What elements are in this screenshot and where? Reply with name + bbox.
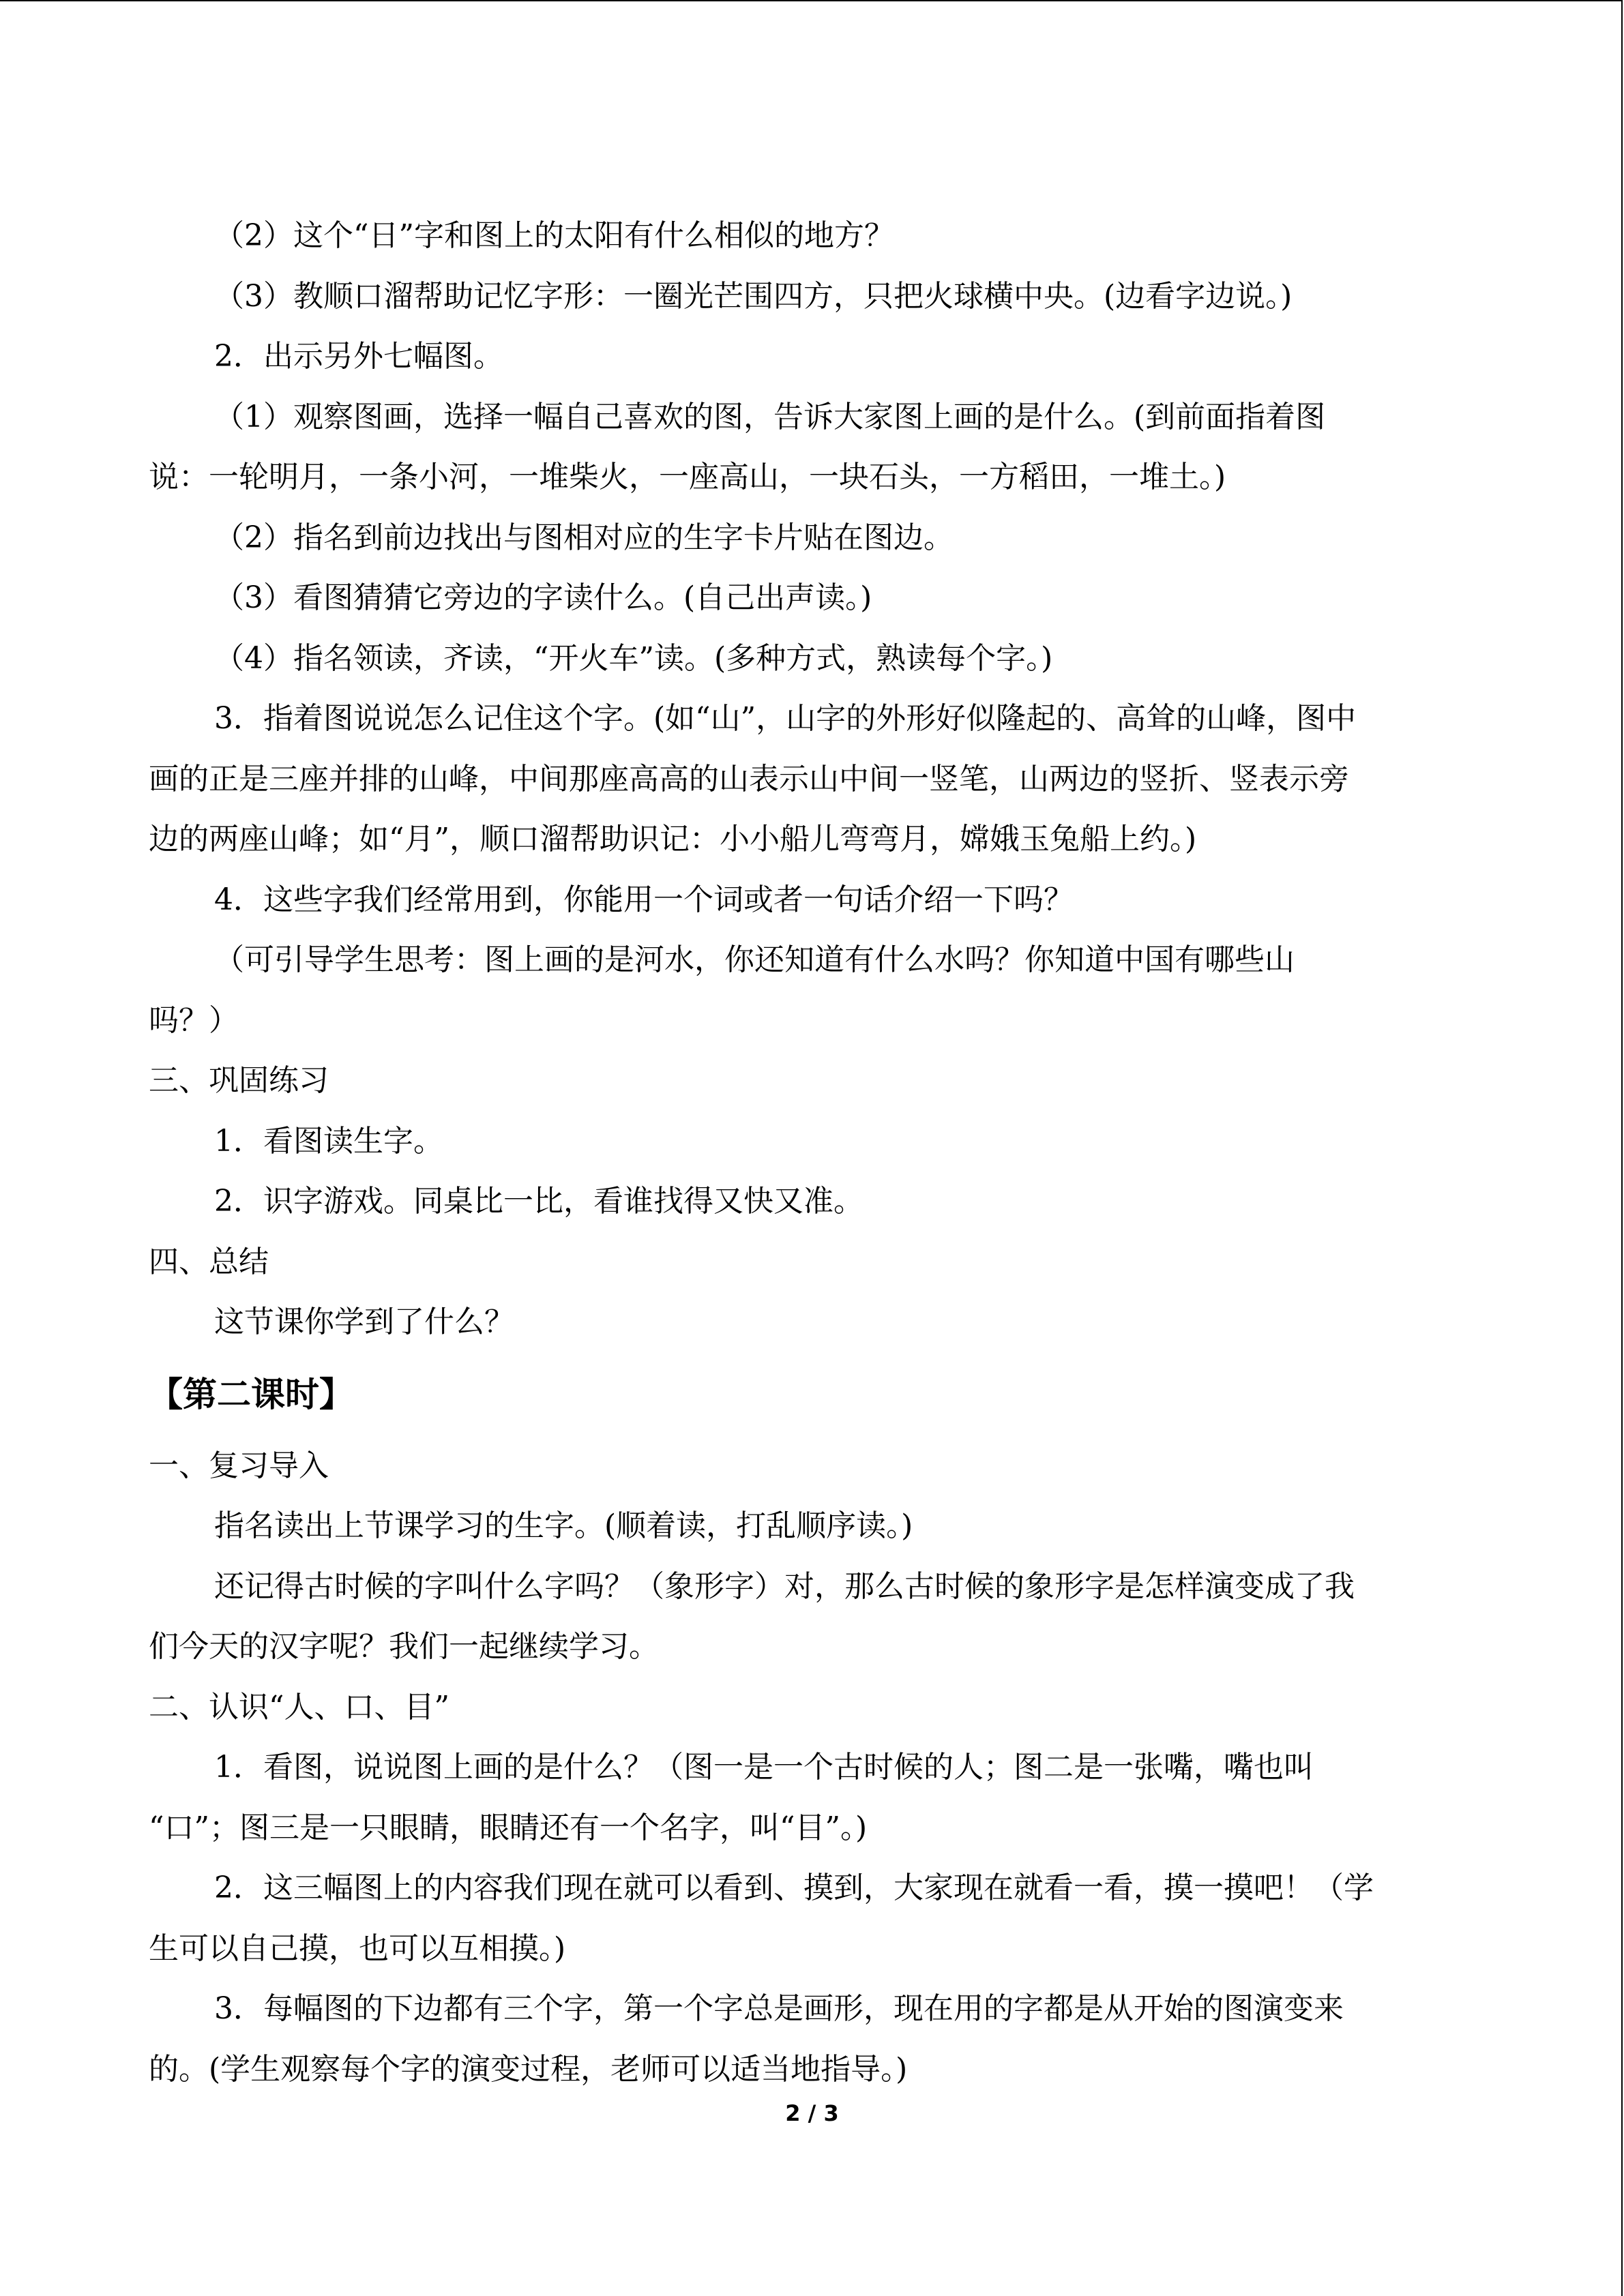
paragraph-line: 2．这三幅图上的内容我们现在就可以看到、摸到，大家现在就看一看，摸一摸吧！（学	[214, 1870, 1374, 1905]
paragraph-line: 2．识字游戏。同桌比一比，看谁找得又快又准。	[214, 1184, 863, 1219]
paragraph-line: 画的正是三座并排的山峰，中间那座高高的山表示山中间一竖笔，山两边的竖折、竖表示旁	[149, 761, 1349, 796]
page-number: 2 / 3	[785, 2100, 839, 2126]
paragraph-line: 3．每幅图的下边都有三个字，第一个字总是画形，现在用的字都是从开始的图演变来	[214, 1991, 1344, 2026]
paragraph-line: “口”；图三是一只眼睛，眼睛还有一个名字，叫“目”。)	[149, 1810, 868, 1845]
paragraph-line: 边的两座山峰；如“月”，顺口溜帮助识记：小小船儿弯弯月，嫦娥玉兔船上约。)	[149, 822, 1197, 856]
section-heading: 二、认识“人、口、目”	[149, 1689, 449, 1725]
paragraph-line: （3）教顺口溜帮助记忆字形：一圈光芒围四方，只把火球横中央。(边看字边说。)	[214, 278, 1293, 314]
paragraph-line: （4）指名领读，齐读，“开火车”读。(多种方式，熟读每个字。)	[214, 640, 1053, 676]
paragraph-line: 的。(学生观察每个字的演变过程，老师可以适当地指导。)	[149, 2051, 908, 2087]
lesson-heading: 【第二课时】	[149, 1374, 353, 1414]
document-body	[149, 206, 1479, 2100]
section-heading: 四、总结	[149, 1244, 269, 1279]
paragraph-line: （2）指名到前边找出与图相对应的生字卡片贴在图边。	[214, 520, 954, 555]
section-heading: 一、复习导入	[149, 1448, 329, 1483]
paragraph-line: 4．这些字我们经常用到，你能用一个词或者一句话介绍一下吗？	[214, 882, 1074, 917]
paragraph-line: 指名读出上节课学习的生字。(顺着读，打乱顺序读。)	[214, 1508, 913, 1543]
paragraph-line: 1．看图，说说图上画的是什么？（图一是一个古时候的人；图二是一张嘴，嘴也叫	[214, 1750, 1314, 1785]
paragraph-line: 3．指着图说说怎么记住这个字。(如“山”，山字的外形好似隆起的、高耸的山峰，图中	[214, 701, 1357, 736]
paragraph-line: 生可以自己摸，也可以互相摸。)	[149, 1930, 566, 1966]
paragraph-line: （1）观察图画，选择一幅自己喜欢的图，告诉大家图上画的是什么。(到前面指着图	[214, 399, 1326, 434]
paragraph-line: 还记得古时候的字叫什么字吗？（象形字）对，那么古时候的象形字是怎样演变成了我	[214, 1568, 1355, 1604]
paragraph-line: 1．看图读生字。	[214, 1123, 443, 1159]
paragraph-line: 吗？）	[149, 1002, 239, 1038]
paragraph-line: （3）看图猜猜它旁边的字读什么。(自己出声读。)	[214, 580, 872, 615]
paragraph-line: 2．出示另外七幅图。	[214, 339, 503, 374]
section-heading: 三、巩固练习	[149, 1063, 329, 1098]
paragraph-line: （2）这个“日”字和图上的太阳有什么相似的地方？	[214, 218, 894, 253]
paragraph-line: 们今天的汉字呢？我们一起继续学习。	[149, 1629, 659, 1664]
paragraph-line: 这节课你学到了什么？	[214, 1304, 514, 1339]
paragraph-line: 说：一轮明月，一条小河，一堆柴火，一座高山，一块石头，一方稻田，一堆土。)	[149, 460, 1226, 494]
paragraph-line: （可引导学生思考：图上画的是河水，你还知道有什么水吗？你知道中国有哪些山	[214, 942, 1295, 977]
